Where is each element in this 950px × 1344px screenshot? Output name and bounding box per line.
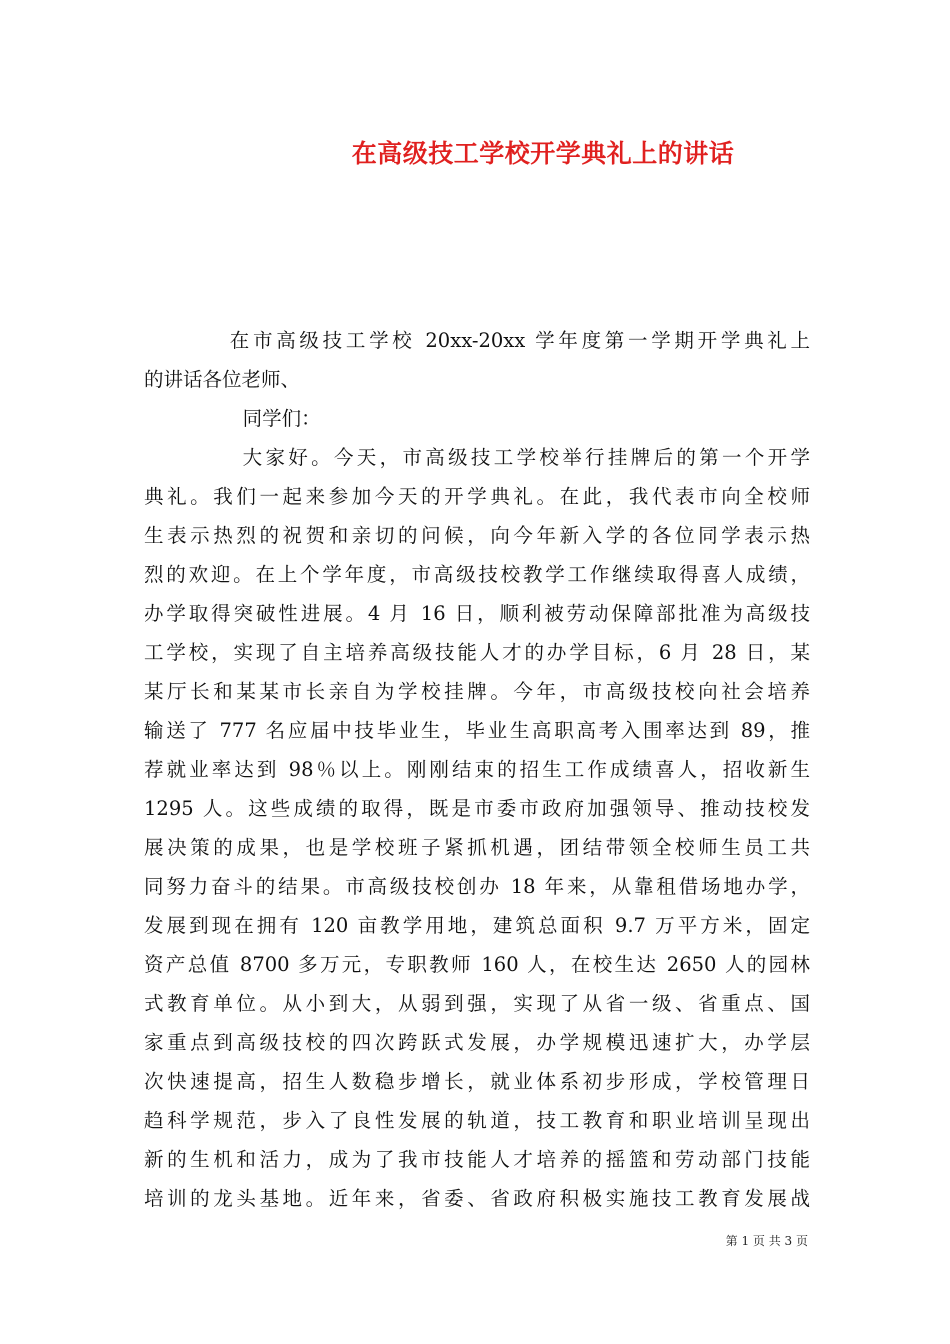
- text-line: 工学校，实现了自主培养高级技能人才的办学目标，6 月 28 日，某: [144, 641, 810, 664]
- text-line: 生表示热烈的祝贺和亲切的问候，向今年新入学的各位同学表示热: [144, 524, 810, 547]
- page-number-footer: 第 1 页 共 3 页: [725, 1234, 808, 1248]
- text-line: 同努力奋斗的结果。市高级技校创办 18 年来，从靠租借场地办学，: [144, 875, 810, 898]
- text-line: 输送了 777 名应届中技毕业生，毕业生高职高考入围率达到 89，推: [144, 719, 810, 742]
- text-line: 式教育单位。从小到大，从弱到强，实现了从省一级、省重点、国: [144, 992, 810, 1015]
- text-line: 次快速提高，招生人数稳步增长，就业体系初步形成，学校管理日: [144, 1070, 810, 1093]
- text-line: 某厅长和某某市长亲自为学校挂牌。今年，市高级技校向社会培养: [144, 680, 810, 703]
- text-line: 烈的欢迎。在上个学年度，市高级技校教学工作继续取得喜人成绩，: [144, 563, 810, 586]
- text-line: 荐就业率达到 98％以上。刚刚结束的招生工作成绩喜人，招收新生: [144, 758, 810, 781]
- text-line: 同学们：: [242, 407, 321, 430]
- text-line: 大家好。今天，市高级技工学校举行挂牌后的第一个开学: [242, 446, 810, 469]
- text-line: 家重点到高级技校的四次跨跃式发展，办学规模迅速扩大，办学层: [144, 1031, 810, 1054]
- text-line: 1295 人。这些成绩的取得，既是市委市政府加强领导、推动技校发: [144, 797, 810, 820]
- text-line: 的讲话各位老师、: [144, 368, 301, 391]
- text-line: 办学取得突破性进展。4 月 16 日，顺利被劳动保障部批准为高级技: [144, 602, 810, 625]
- text-line: 资产总值 8700 多万元，专职教师 160 人，在校生达 2650 人的园林: [144, 953, 810, 976]
- text-line: 发展到现在拥有 120 亩教学用地，建筑总面积 9.7 万平方米，固定: [144, 914, 810, 937]
- text-line: 趋科学规范，步入了良性发展的轨道，技工教育和职业培训呈现出: [144, 1109, 810, 1132]
- text-line: 培训的龙头基地。近年来，省委、省政府积极实施技工教育发展战: [144, 1187, 810, 1210]
- page-title: 在高级技工学校开学典礼上的讲话: [351, 139, 735, 168]
- text-line: 典礼。我们一起来参加今天的开学典礼。在此，我代表市向全校师: [144, 485, 810, 508]
- text-line: 展决策的成果，也是学校班子紧抓机遇，团结带领全校师生员工共: [144, 836, 810, 859]
- body-text: [144, 321, 810, 1218]
- text-line: 在市高级技工学校 20xx-20xx 学年度第一学期开学典礼上: [229, 329, 810, 352]
- text-line: 新的生机和活力，成为了我市技能人才培养的摇篮和劳动部门技能: [144, 1148, 810, 1171]
